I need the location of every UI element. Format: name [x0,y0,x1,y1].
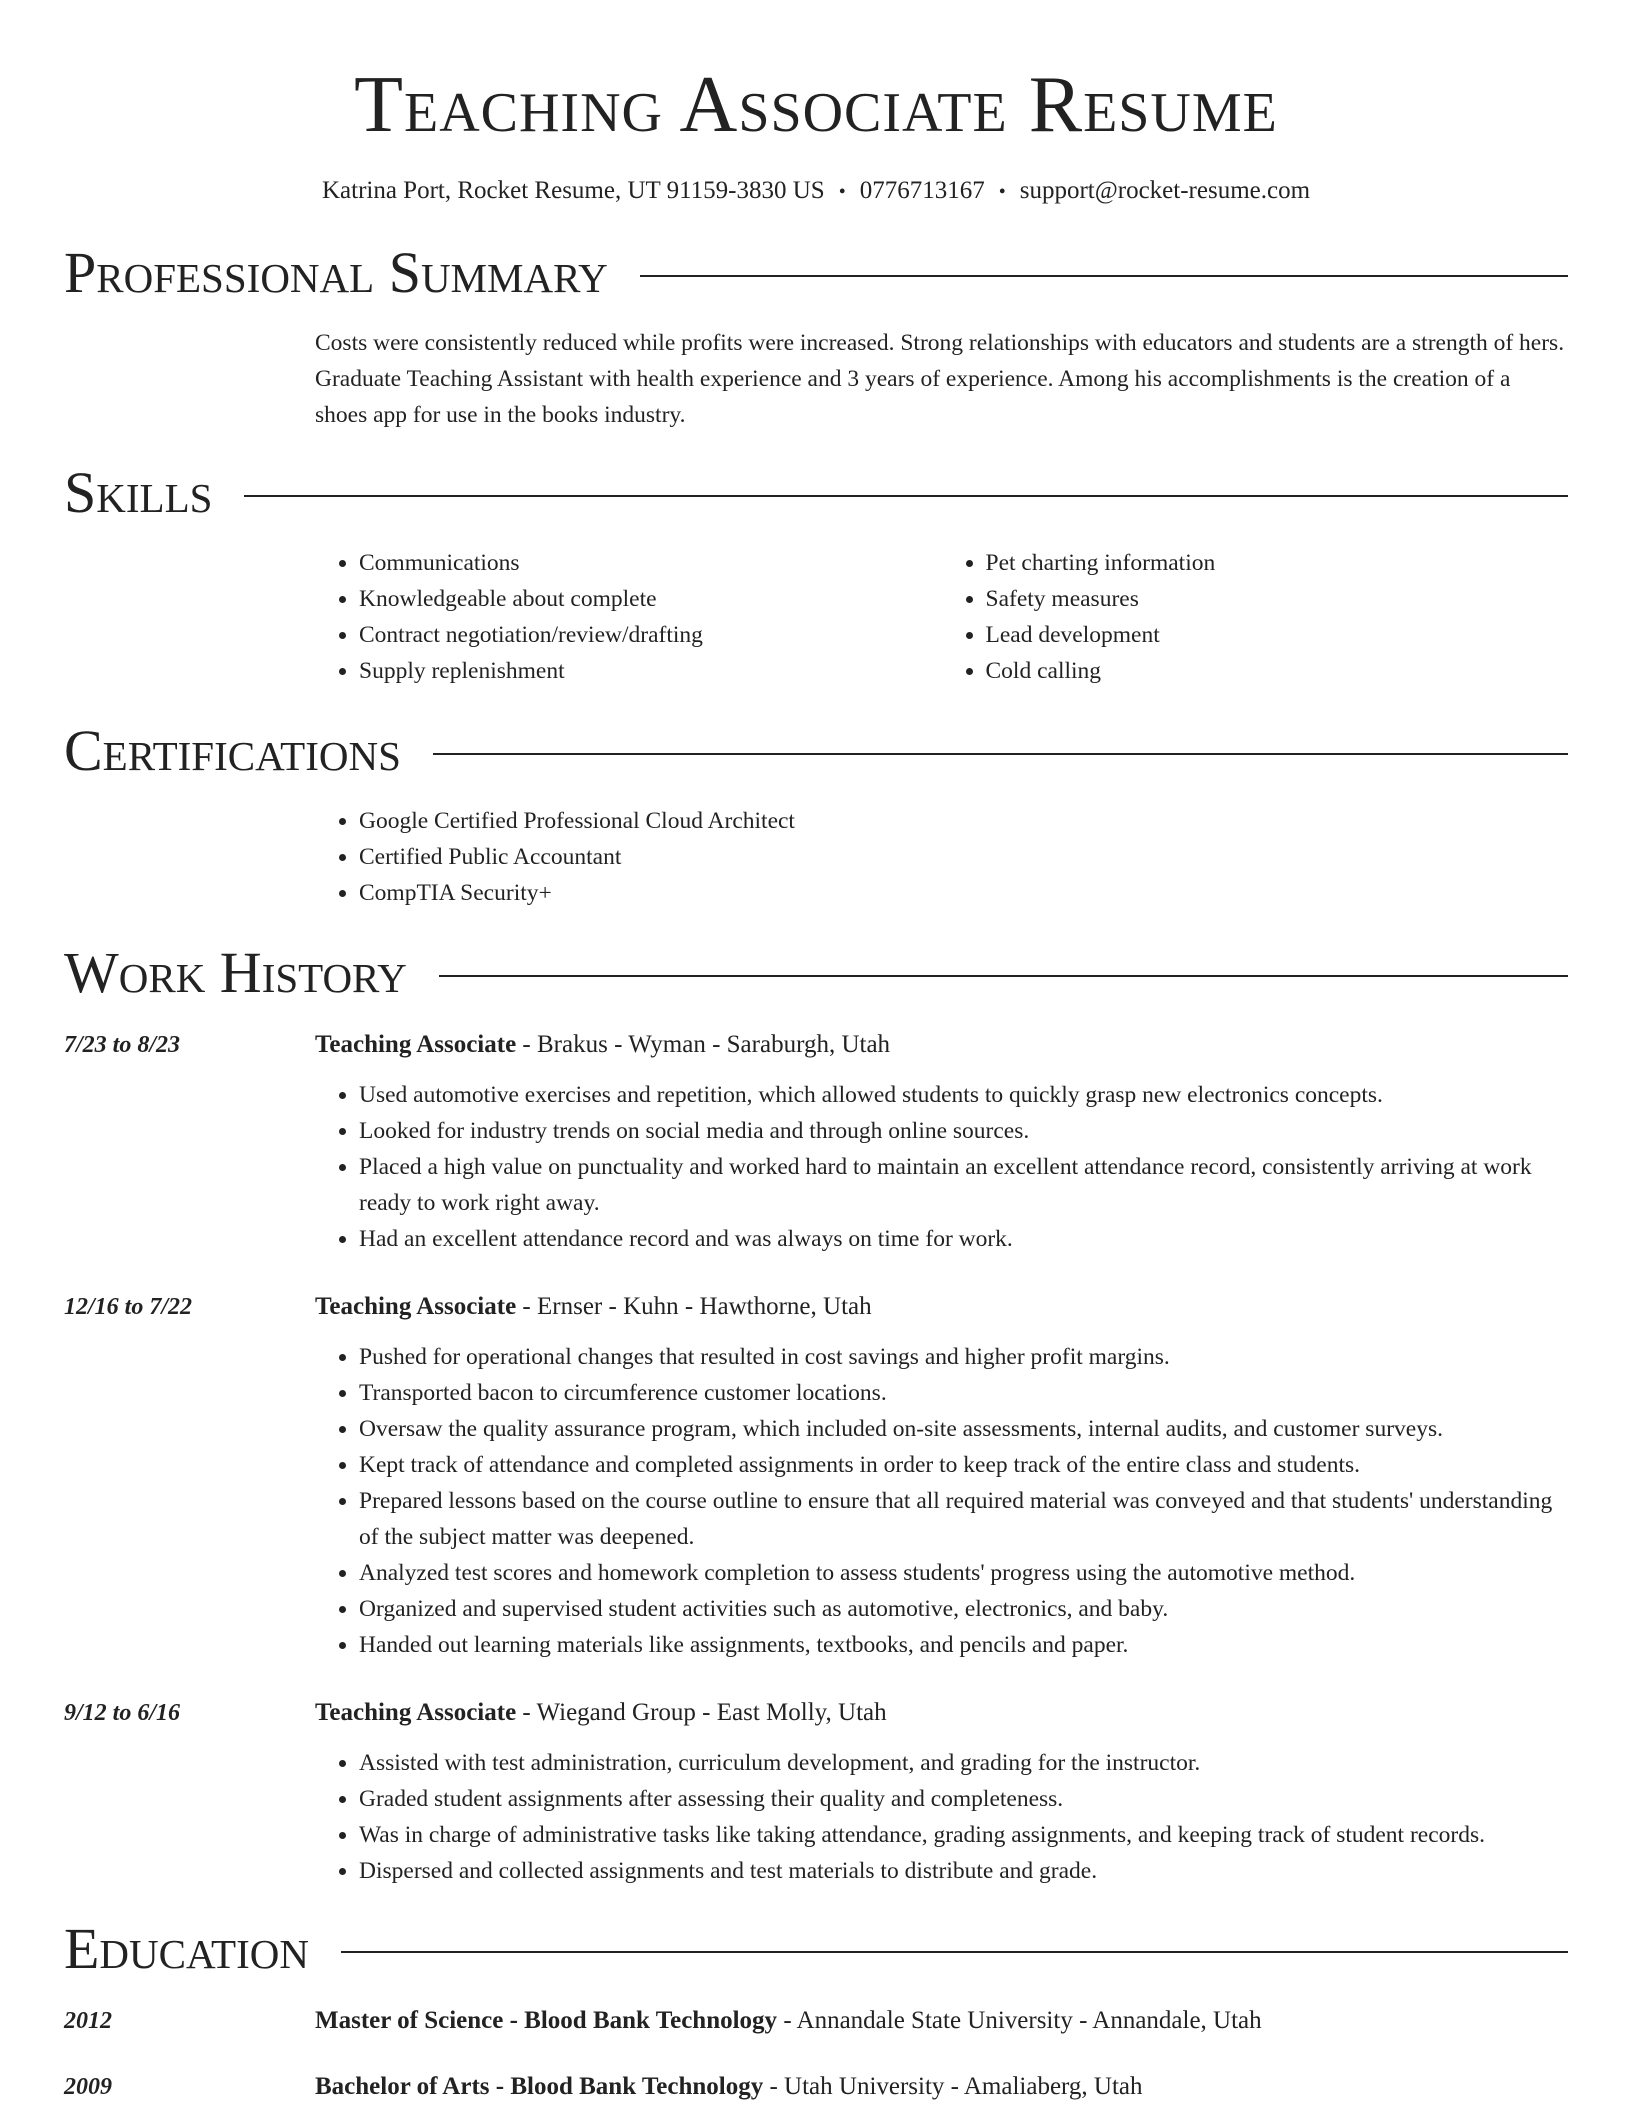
job-title: Teaching Associate [315,1293,517,1320]
education-entry [64,2069,1568,2105]
job-dates: 12/16 to 7/22 [64,1294,193,1320]
job-bullet: • Organized and supervised student activities such as automotive, electronics, and baby. [359,1591,1568,1627]
certifications-section-header [64,719,1568,783]
job-dates: 9/12 to 6/16 [64,1700,181,1726]
job-details: - Ernser - Kuhn - Hawthorne, Utah [516,1293,872,1320]
job-bullet: • Had an excellent attendance record and was always on time for work. [359,1221,1568,1257]
contact-address: Katrina Port, Rocket Resume, UT 91159-3830 US [321,177,825,204]
certification-item: • CompTIA Security+ [359,875,1568,911]
certifications-list [315,803,1568,911]
education-entry [64,2003,1568,2039]
section-divider [244,495,1568,497]
education-degree: Bachelor of Arts - Blood Bank Technology [315,2073,764,2100]
skill-item: • Contract negotiation/review/drafting [359,617,942,653]
skills-list [315,545,1568,689]
job-entry [64,1695,1568,1889]
education-heading: Education [64,1916,309,1981]
job-entry [64,1289,1568,1663]
skill-item: • Pet charting information [986,545,1569,581]
education-details: - Utah University - Amaliaberg, Utah [763,2073,1143,2100]
section-divider [640,275,1568,277]
job-bullets [315,1339,1568,1663]
education-details: - Annandale State University - Annandale, Utah [777,2007,1262,2034]
section-divider [341,1951,1568,1953]
job-bullet: • Pushed for operational changes that resulted in cost savings and higher profit margins. [359,1339,1568,1375]
job-bullet: • Handed out learning materials like assignments, textbooks, and pencils and paper. [359,1627,1568,1663]
education-degree: Master of Science - Blood Bank Technology [315,2007,778,2034]
job-dates: 7/23 to 8/23 [64,1032,181,1058]
skills-right-column [942,545,1569,689]
section-divider [433,753,1568,755]
certifications-heading: Certifications [64,718,401,783]
job-bullet: • Used automotive exercises and repetition, which allowed students to quickly grasp new electronics concepts. [359,1077,1568,1113]
education-year: 2012 [64,2008,112,2034]
skill-item: • Cold calling [986,653,1569,689]
job-header [315,1289,1568,1325]
job-bullet: • Graded student assignments after assessing their quality and completeness. [359,1781,1568,1817]
job-title: Teaching Associate [315,1699,517,1726]
job-bullet: • Kept track of attendance and completed assignments in order to keep track of the entire class and students. [359,1447,1568,1483]
work-section-header [64,941,1568,1005]
section-divider [439,975,1568,977]
job-bullet: • Analyzed test scores and homework completion to assess students' progress using the automotive method. [359,1555,1568,1591]
skill-item: • Safety measures [986,581,1569,617]
skill-item: • Communications [359,545,942,581]
resume-title: Teaching Associate Resume [354,61,1278,149]
contact-email[interactable]: support@rocket-resume.com [1019,177,1311,204]
job-header [315,1695,1568,1731]
contact-separator: • [998,181,1006,203]
skills-heading: Skills [64,460,213,525]
contact-line [64,176,1568,207]
summary-section-header [64,241,1568,305]
summary-heading: Professional Summary [64,240,608,305]
skill-item: • Lead development [986,617,1569,653]
skills-left-column [315,545,942,689]
certification-item: • Certified Public Accountant [359,839,1568,875]
certification-item: • Google Certified Professional Cloud Architect [359,803,1568,839]
work-heading: Work History [64,940,407,1005]
job-details: - Wiegand Group - East Molly, Utah [516,1699,887,1726]
contact-phone: 0776713167 [859,177,985,204]
resume-page [64,0,1568,2105]
job-bullet: • Oversaw the quality assurance program, which included on-site assessments, internal audits, and customer surveys. [359,1411,1568,1447]
job-header [315,1027,1568,1063]
job-bullet: • Prepared lessons based on the course outline to ensure that all required material was conveyed and that students' understanding of the subject matter was deepened. [359,1483,1568,1555]
skill-item: • Supply replenishment [359,653,942,689]
job-bullets [315,1077,1568,1257]
job-bullet: • Transported bacon to circumference customer locations. [359,1375,1568,1411]
skills-section-header [64,461,1568,525]
job-bullet: • Placed a high value on punctuality and worked hard to maintain an excellent attendance record, consistently arriving at work ready to work right away. [359,1149,1568,1221]
summary-text: Costs were consistently reduced while profits were increased. Strong relationships with educators and students are a strength of hers. Graduate Teaching Assistant with health experience and 3 years of experience. Among his accomplishments is the creation of a shoes app for use in the books industry. [315,330,1565,428]
education-section-header [64,1917,1568,1981]
job-details: - Brakus - Wyman - Saraburgh, Utah [516,1031,891,1058]
skill-item: • Knowledgeable about complete [359,581,942,617]
job-title: Teaching Associate [315,1031,517,1058]
job-bullet: • Looked for industry trends on social media and through online sources. [359,1113,1568,1149]
job-bullet: • Dispersed and collected assignments and test materials to distribute and grade. [359,1853,1568,1889]
job-bullet: • Assisted with test administration, curriculum development, and grading for the instructor. [359,1745,1568,1781]
contact-separator: • [838,181,846,203]
job-entry [64,1027,1568,1257]
job-bullets [315,1745,1568,1889]
job-bullet: • Was in charge of administrative tasks like taking attendance, grading assignments, and keeping track of student records. [359,1817,1568,1853]
education-year: 2009 [64,2074,112,2100]
